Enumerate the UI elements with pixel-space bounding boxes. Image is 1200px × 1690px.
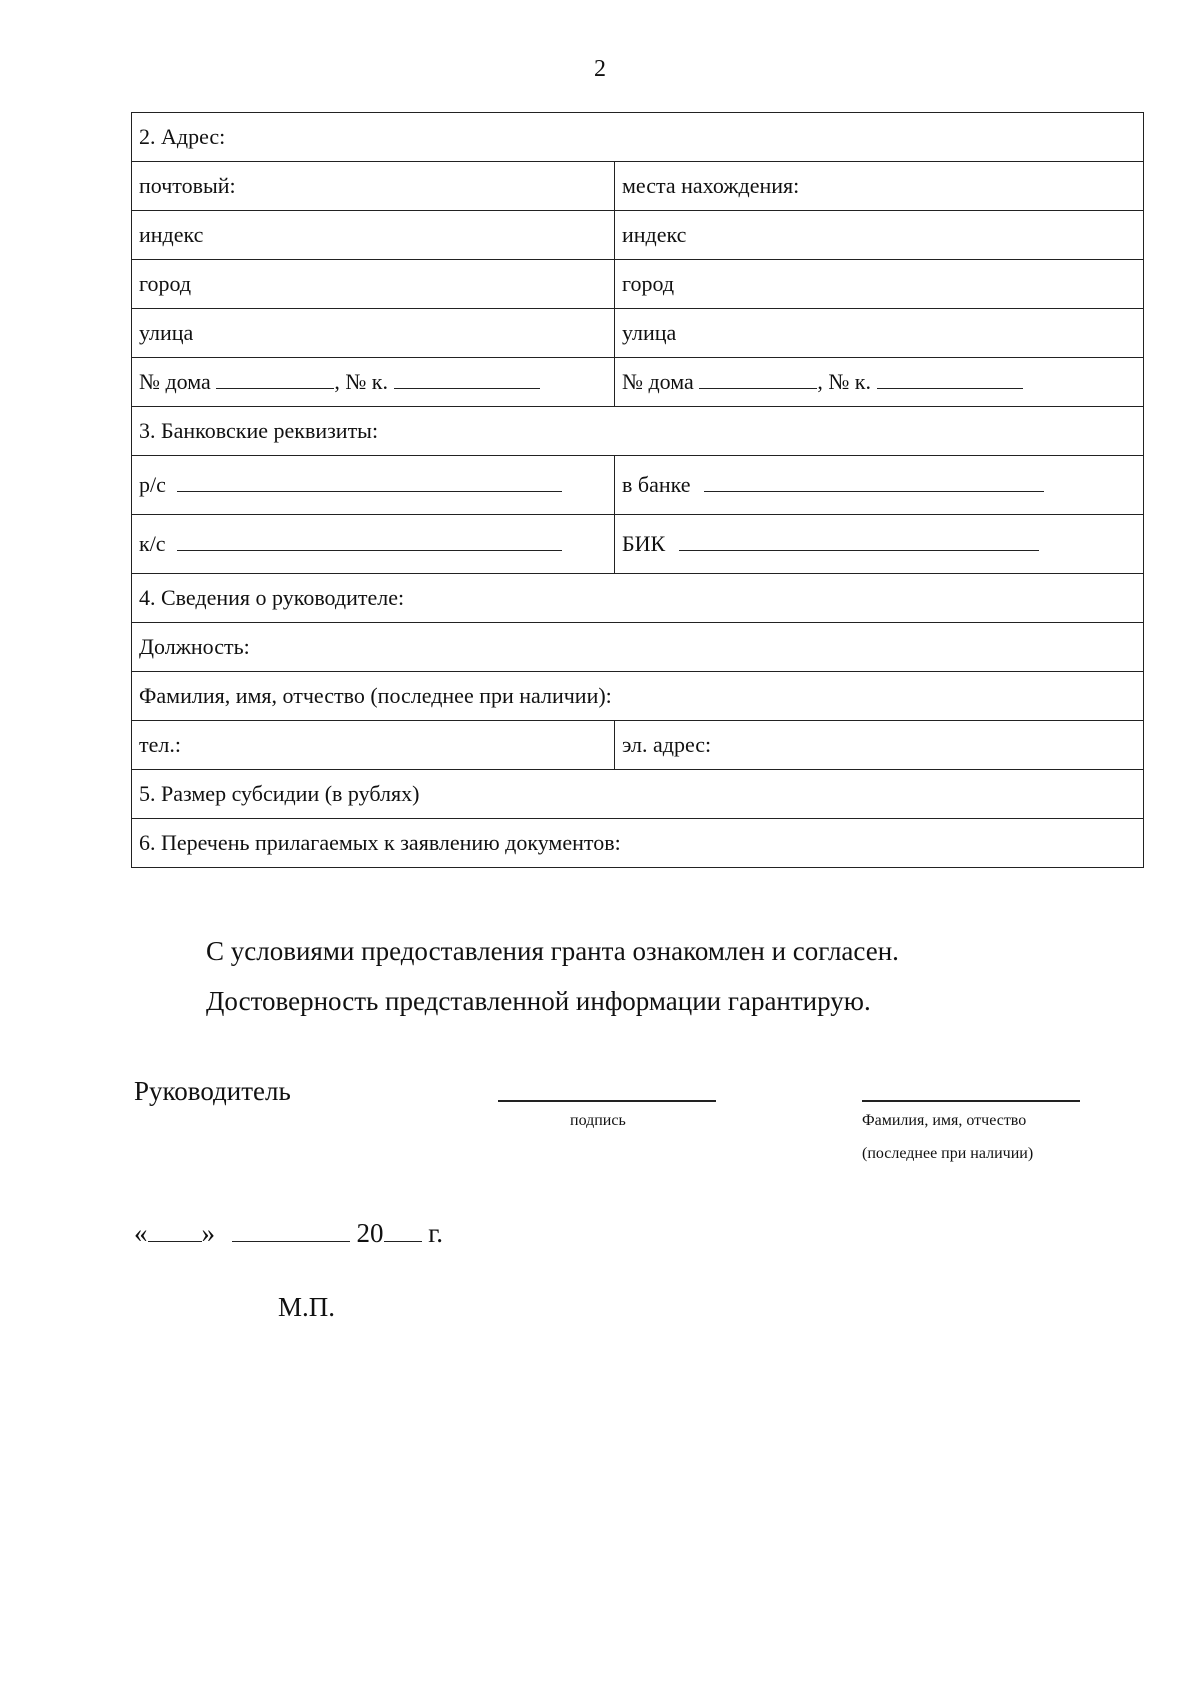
full-name-line[interactable] — [862, 1100, 1080, 1102]
settlement-account-blank[interactable] — [177, 473, 562, 492]
close-quote: » — [201, 1218, 215, 1248]
house-label: № дома — [622, 369, 694, 394]
bank-details-header: 3. Банковские реквизиты: — [132, 407, 1144, 456]
bik-label: БИК — [622, 531, 666, 556]
postal-city-field[interactable]: город — [132, 260, 615, 309]
location-address-label: места нахождения: — [615, 162, 1144, 211]
table-row — [132, 211, 1144, 260]
correspondent-account-blank[interactable] — [177, 532, 562, 551]
postal-house-cell — [132, 358, 615, 407]
location-street-field[interactable]: улица — [615, 309, 1144, 358]
table-row — [132, 721, 1144, 770]
corp-number-blank[interactable] — [877, 370, 1023, 389]
house-number-blank[interactable] — [699, 370, 817, 389]
head-label: Руководитель — [134, 1076, 291, 1106]
documents-list-field[interactable]: 6. Перечень прилагаемых к заявлению документов: — [132, 819, 1144, 868]
house-number-blank[interactable] — [216, 370, 334, 389]
postal-street-field[interactable]: улица — [132, 309, 615, 358]
location-house-cell — [615, 358, 1144, 407]
agreement-statement: С условиями предоставления гранта ознакомлен и согласен. — [206, 936, 899, 966]
year-blank[interactable] — [384, 1219, 422, 1242]
location-index-field[interactable]: индекс — [615, 211, 1144, 260]
location-city-field[interactable]: город — [615, 260, 1144, 309]
postal-index-field[interactable]: индекс — [132, 211, 615, 260]
open-quote: « — [134, 1218, 148, 1248]
table-row — [132, 162, 1144, 211]
table-row — [132, 407, 1144, 456]
month-blank[interactable] — [232, 1219, 350, 1242]
signature-line[interactable] — [498, 1100, 716, 1102]
corp-label: , № к. — [334, 369, 388, 394]
head-info-header: 4. Сведения о руководителе: — [132, 574, 1144, 623]
table-row — [132, 113, 1144, 162]
subsidy-amount-field[interactable]: 5. Размер субсидии (в рублях) — [132, 770, 1144, 819]
stamp-placeholder: М.П. — [278, 1292, 336, 1322]
settlement-account-cell — [132, 456, 615, 515]
table-row — [132, 819, 1144, 868]
signature-caption: подпись — [570, 1112, 626, 1129]
bank-name-blank[interactable] — [704, 473, 1044, 492]
table-row — [132, 260, 1144, 309]
guarantee-statement: Достоверность представленной информации гарантирую. — [206, 986, 871, 1016]
table-row — [132, 309, 1144, 358]
year-suffix: г. — [428, 1218, 444, 1248]
full-name-caption-note: (последнее при наличии) — [862, 1145, 1034, 1162]
day-blank[interactable] — [148, 1219, 202, 1242]
application-form-table — [131, 112, 1144, 868]
table-row — [132, 456, 1144, 515]
phone-field[interactable]: тел.: — [132, 721, 615, 770]
century-text: 20 — [356, 1218, 384, 1248]
position-field[interactable]: Должность: — [132, 623, 1144, 672]
rs-label: р/с — [139, 472, 166, 497]
table-row — [132, 358, 1144, 407]
table-row — [132, 672, 1144, 721]
bank-label: в банке — [622, 472, 691, 497]
table-row — [132, 574, 1144, 623]
table-row — [132, 623, 1144, 672]
page-number: 2 — [594, 56, 606, 82]
house-label: № дома — [139, 369, 211, 394]
bik-cell — [615, 515, 1144, 574]
corp-number-blank[interactable] — [394, 370, 540, 389]
bank-name-cell — [615, 456, 1144, 515]
address-header: 2. Адрес: — [132, 113, 1144, 162]
full-name-caption: Фамилия, имя, отчество — [862, 1112, 1027, 1129]
date-line — [134, 1218, 443, 1249]
fio-field[interactable]: Фамилия, имя, отчество (последнее при наличии): — [132, 672, 1144, 721]
postal-address-label: почтовый: — [132, 162, 615, 211]
corp-label: , № к. — [817, 369, 871, 394]
email-field[interactable]: эл. адрес: — [615, 721, 1144, 770]
ks-label: к/с — [139, 531, 166, 556]
table-row — [132, 770, 1144, 819]
bik-blank[interactable] — [679, 532, 1039, 551]
correspondent-account-cell — [132, 515, 615, 574]
table-row — [132, 515, 1144, 574]
